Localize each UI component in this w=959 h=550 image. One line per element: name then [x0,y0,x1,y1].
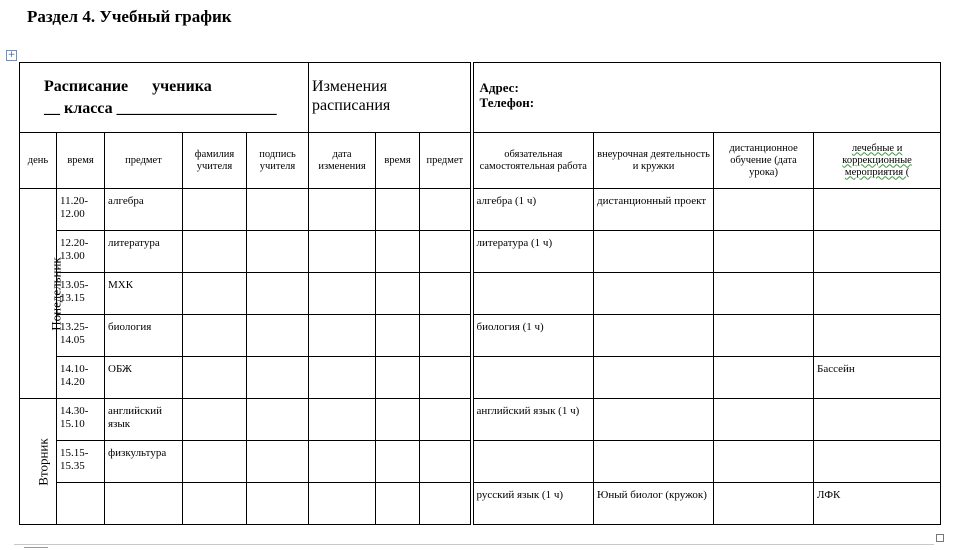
subject-cell[interactable] [105,483,183,525]
therapeutic-cell-text [817,315,937,321]
table-move-handle-icon[interactable]: + [7,50,16,60]
mandatory-work-cell-text [477,441,591,447]
mandatory-work-cell[interactable] [472,357,594,399]
extracurricular-cell-text [597,315,710,321]
teacher-surname-cell[interactable] [183,357,247,399]
therapeutic-cell[interactable] [814,315,941,357]
table-row [20,189,941,231]
distance-cell-text [717,273,810,279]
teacher-signature-cell[interactable] [247,189,309,231]
change-time-cell[interactable] [376,357,420,399]
therapeutic-cell[interactable] [814,441,941,483]
therapeutic-cell-text [817,441,937,447]
mandatory-work-cell-text: русский язык (1 ч) [476,489,564,501]
teacher-signature-cell[interactable] [247,483,309,525]
extracurricular-cell[interactable] [594,273,714,315]
col-change-time[interactable]: время [376,133,420,189]
mandatory-work-cell[interactable] [472,399,594,441]
time-cell[interactable] [57,399,105,441]
col-change-date[interactable]: дата изменения [309,133,376,189]
extracurricular-cell[interactable] [594,357,714,399]
change-date-cell[interactable] [309,483,376,525]
extracurricular-cell[interactable] [594,441,714,483]
teacher-surname-cell[interactable] [183,315,247,357]
therapeutic-cell-text [817,399,937,405]
table-row [20,315,941,357]
change-time-cell[interactable] [376,315,420,357]
distance-cell[interactable] [714,399,814,441]
time-cell-text: 11.20-12.00 [60,195,89,220]
therapeutic-cell[interactable] [814,231,941,273]
col-change-subject[interactable]: предмет [420,133,472,189]
subject-cell[interactable] [105,231,183,273]
teacher-signature-cell[interactable] [247,231,309,273]
subject-cell[interactable] [105,273,183,315]
therapeutic-cell-text [817,231,937,237]
col-extracurricular[interactable]: внеурочная деятельность и кружки [594,133,714,189]
changes-title-line1: Изменения [312,78,388,95]
col-teacher-signature[interactable]: подпись учителя [247,133,309,189]
change-subject-cell[interactable] [420,189,472,231]
change-date-cell[interactable] [309,273,376,315]
subject-cell-text: алгебра [108,195,144,207]
schedule-table [19,62,941,525]
teacher-signature-cell[interactable] [247,399,309,441]
change-date-cell[interactable] [309,315,376,357]
distance-cell-text [717,189,810,195]
extracurricular-cell-text [597,273,710,279]
change-time-cell[interactable] [376,399,420,441]
change-subject-cell[interactable] [420,399,472,441]
column-header-row [20,133,941,189]
table-row [20,441,941,483]
extracurricular-cell-text [597,399,710,405]
time-cell-text: 15.15-15.35 [60,447,89,472]
mandatory-work-cell[interactable] [472,273,594,315]
subject-cell[interactable] [105,315,183,357]
teacher-surname-cell[interactable] [183,441,247,483]
change-subject-cell[interactable] [420,315,472,357]
schedule-changes-cell[interactable] [309,63,472,133]
therapeutic-cell[interactable] [814,399,941,441]
table-row [20,357,941,399]
time-cell[interactable] [57,483,105,525]
change-date-cell[interactable] [309,399,376,441]
mandatory-work-cell[interactable] [472,231,594,273]
time-cell[interactable] [57,441,105,483]
table-row [20,231,941,273]
distance-cell[interactable] [714,231,814,273]
therapeutic-cell-text: Бассейн [817,363,855,375]
distance-cell[interactable] [714,273,814,315]
mandatory-work-cell-text: литература (1 ч) [476,237,553,249]
extracurricular-cell-text: дистанционный проект [597,195,707,207]
change-time-cell[interactable] [376,273,420,315]
time-cell-text: 13.05-13.15 [60,279,89,304]
distance-cell-text [717,231,810,237]
distance-cell[interactable] [714,441,814,483]
mandatory-work-cell[interactable] [472,315,594,357]
distance-cell[interactable] [714,315,814,357]
col-time[interactable]: время [57,133,105,189]
col-subject[interactable]: предмет [105,133,183,189]
distance-cell-text [717,483,810,489]
contacts-cell[interactable] [472,63,941,133]
time-cell-text: 14.30-15.10 [60,405,89,430]
time-cell[interactable] [57,189,105,231]
change-time-cell[interactable] [376,189,420,231]
time-cell[interactable] [57,357,105,399]
change-time-cell[interactable] [376,441,420,483]
change-date-cell[interactable] [309,231,376,273]
teacher-surname-cell[interactable] [183,399,247,441]
time-cell-text: 13.25-14.05 [60,321,89,346]
extracurricular-cell[interactable] [594,189,714,231]
subject-cell[interactable] [105,357,183,399]
extracurricular-cell[interactable] [594,315,714,357]
mandatory-work-cell-text: биология (1 ч) [476,321,544,333]
day-label: Вторник [35,437,51,486]
class-line: __ класса ____________________ [44,99,277,117]
subject-cell-text: ОБЖ [108,363,132,375]
mandatory-work-cell-text: алгебра (1 ч) [476,195,537,207]
therapeutic-cell-text [817,273,937,279]
extracurricular-cell-text [597,357,710,363]
mandatory-work-cell-text [477,273,591,279]
change-subject-cell[interactable] [420,483,472,525]
teacher-surname-cell[interactable] [183,189,247,231]
teacher-signature-cell[interactable] [247,441,309,483]
table-row [20,483,941,525]
subject-cell-text: МХК [108,279,134,291]
extracurricular-cell-text: Юный биолог (кружок) [597,489,707,501]
table-row [20,273,941,315]
teacher-signature-cell[interactable] [247,315,309,357]
time-cell-text: 14.10-14.20 [60,363,89,388]
table-row [20,399,941,441]
subject-cell-text: биология [108,321,152,333]
schedule-title-cell[interactable] [20,63,309,133]
extracurricular-cell[interactable] [594,399,714,441]
mandatory-work-cell[interactable] [472,483,594,525]
change-subject-cell[interactable] [420,357,472,399]
teacher-signature-cell[interactable] [247,357,309,399]
page-divider-short [24,547,48,548]
distance-cell-text [717,399,810,405]
therapeutic-cell[interactable] [814,357,941,399]
change-date-cell[interactable] [309,189,376,231]
mandatory-work-cell-text [477,357,591,363]
col-teacher-surname[interactable]: фамилия учителя [183,133,247,189]
therapeutic-cell-text [817,189,937,195]
extracurricular-cell[interactable] [594,231,714,273]
subject-cell-text: английский язык [108,405,162,430]
distance-cell[interactable] [714,357,814,399]
subject-cell-text [108,483,179,489]
schedule-title: Расписание ученика [44,77,212,95]
subject-cell-text: физкультура [108,447,167,459]
mandatory-work-cell[interactable] [472,189,594,231]
change-subject-cell[interactable] [420,231,472,273]
subject-cell[interactable] [105,189,183,231]
table-resize-handle-icon[interactable] [936,534,944,542]
section-title: Раздел 4. Учебный график [27,7,232,26]
distance-cell-text [717,441,810,447]
page-divider [14,544,934,545]
day-cell[interactable] [20,189,64,399]
distance-cell[interactable] [714,483,814,525]
time-cell-text: 12.20-13.00 [60,237,89,262]
teacher-surname-cell[interactable] [183,273,247,315]
subject-cell[interactable] [105,399,183,441]
therapeutic-cell[interactable] [814,483,941,525]
change-time-cell[interactable] [376,483,420,525]
distance-cell[interactable] [714,189,814,231]
distance-cell-text [717,315,810,321]
change-date-cell[interactable] [309,357,376,399]
therapeutic-cell-text: ЛФК [817,489,841,501]
schedule-body [20,189,941,525]
change-subject-cell[interactable] [420,273,472,315]
subject-cell-text: литература [108,237,160,249]
col-mandatory-work[interactable]: обязательная самостоятельная работа [472,133,594,189]
teacher-surname-cell[interactable] [183,231,247,273]
mandatory-work-cell[interactable] [472,441,594,483]
day-label: Понедельник [48,256,64,331]
distance-cell-text [717,357,810,363]
col-therapeutic[interactable] [814,133,941,189]
subject-cell[interactable] [105,441,183,483]
change-subject-cell[interactable] [420,441,472,483]
col-day[interactable]: день [20,133,57,189]
time-cell-text [60,483,101,489]
day-cell[interactable] [20,399,57,525]
extracurricular-cell[interactable] [594,483,714,525]
teacher-surname-cell[interactable] [183,483,247,525]
teacher-signature-cell[interactable] [247,273,309,315]
mandatory-work-cell-text: английский язык (1 ч) [476,405,580,417]
col-distance[interactable]: дистанционное обучение (дата урока) [714,133,814,189]
col-therapeutic-label: лечебные и коррекционные мероприятия ( [842,142,912,178]
therapeutic-cell[interactable] [814,189,941,231]
changes-title-line2: расписания [312,97,391,114]
change-time-cell[interactable] [376,231,420,273]
header-row [20,63,941,133]
extracurricular-cell-text [597,231,710,237]
therapeutic-cell[interactable] [814,273,941,315]
phone-label: Телефон: [479,95,535,110]
address-label: Адрес: [479,80,519,95]
extracurricular-cell-text [597,441,710,447]
change-date-cell[interactable] [309,441,376,483]
